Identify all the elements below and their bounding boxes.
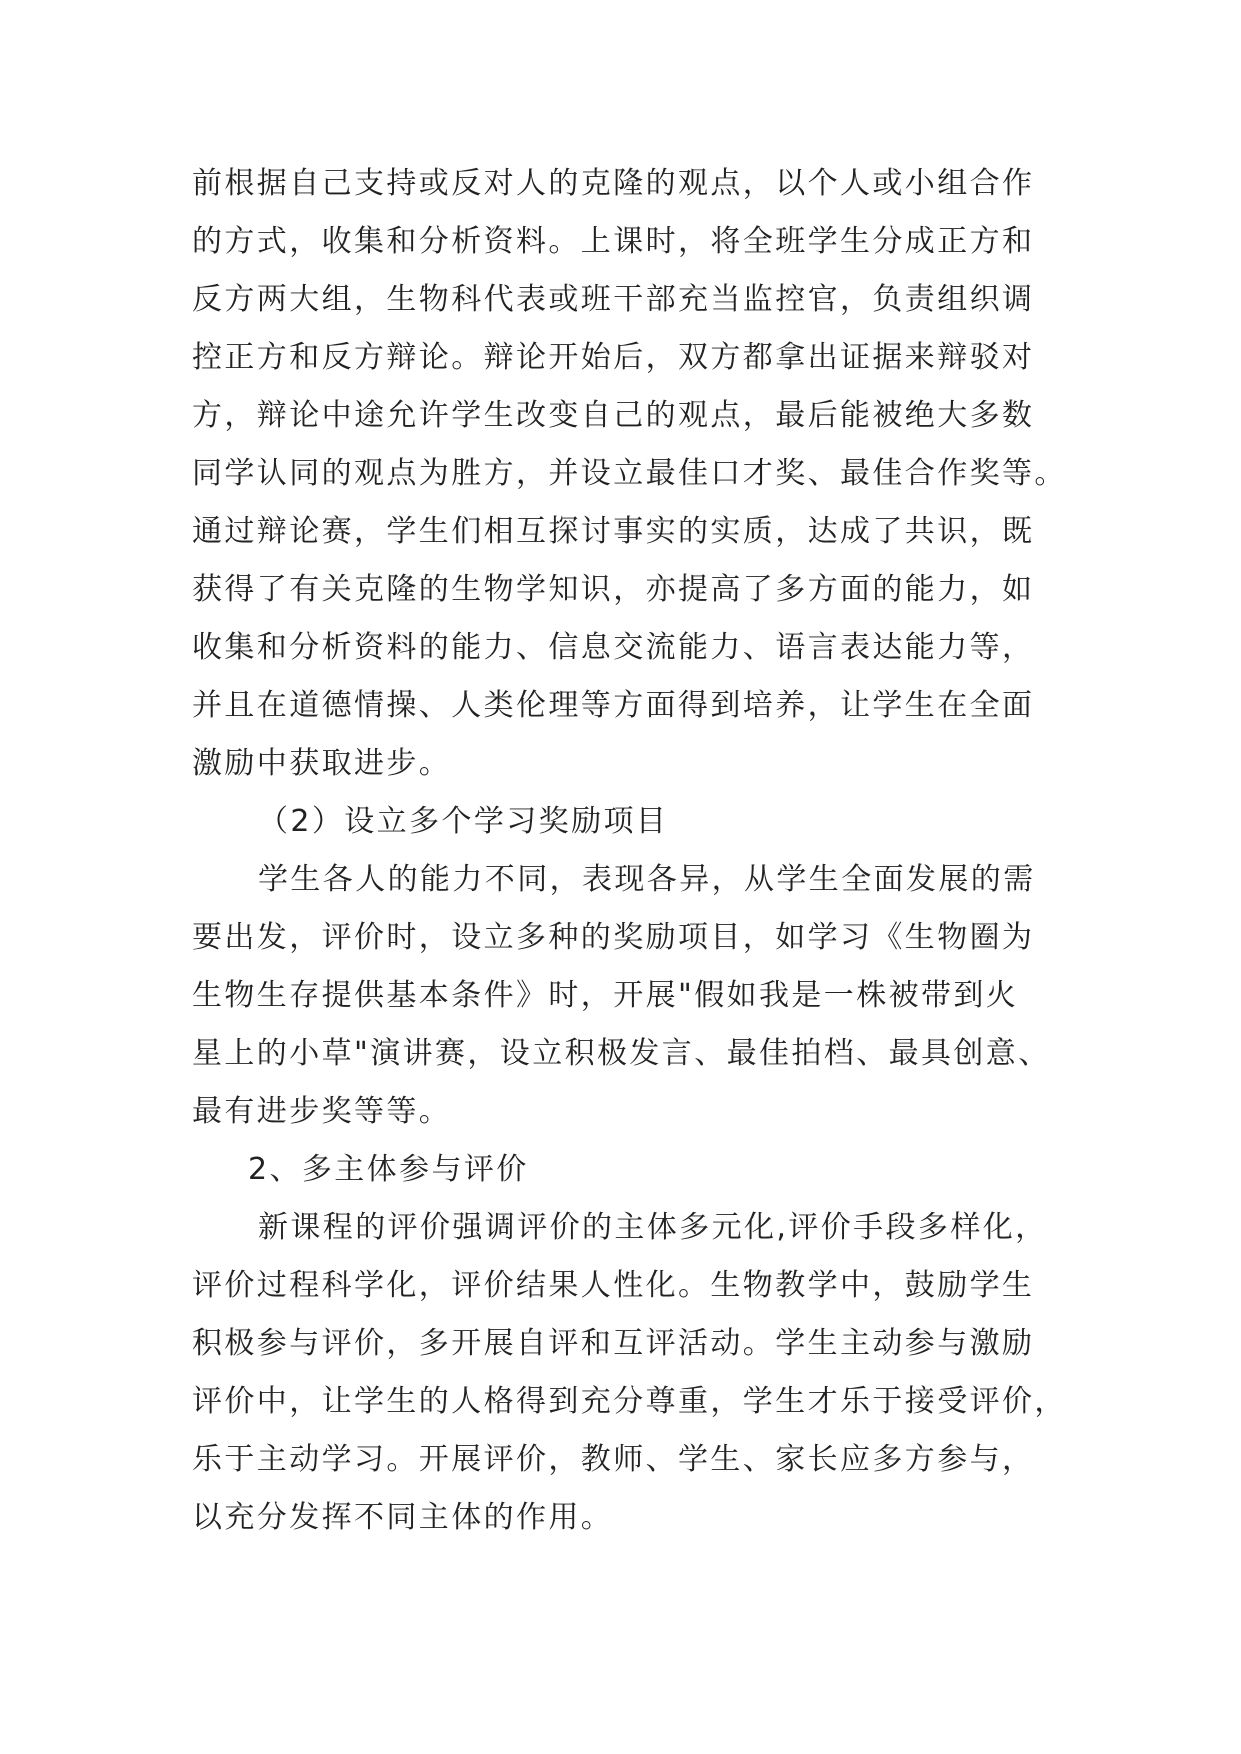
text-line: 的方式，收集和分析资料。上课时，将全班学生分成正方和 xyxy=(192,224,1035,259)
section-heading: 2、多主体参与评价 xyxy=(248,1152,529,1187)
text-line: 收集和分析资料的能力、信息交流能力、语言表达能力等， xyxy=(192,630,1035,665)
text-line: 方，辩论中途允许学生改变自己的观点，最后能被绝大多数 xyxy=(192,398,1035,433)
text-line: 反方两大组，生物科代表或班干部充当监控官，负责组织调 xyxy=(192,282,1035,317)
section-heading: （2）设立多个学习奖励项目 xyxy=(258,804,669,839)
text-line: 学生各人的能力不同，表现各异，从学生全面发展的需 xyxy=(258,862,1036,897)
text-line: 生物生存提供基本条件》时，开展"假如我是一株被带到火 xyxy=(192,978,1019,1013)
text-line: 激励中获取进步。 xyxy=(192,746,452,781)
text-line: 最有进步奖等等。 xyxy=(192,1094,452,1129)
text-line: 评价过程科学化，评价结果人性化。生物教学中，鼓励学生 xyxy=(192,1268,1035,1303)
text-line: 控正方和反方辩论。辩论开始后，双方都拿出证据来辩驳对 xyxy=(192,340,1035,375)
text-line: 评价中，让学生的人格得到充分尊重，学生才乐于接受评价， xyxy=(192,1384,1067,1419)
text-line: 以充分发挥不同主体的作用。 xyxy=(192,1500,614,1535)
text-line: 要出发，评价时，设立多种的奖励项目，如学习《生物圈为 xyxy=(192,920,1035,955)
text-line: 通过辩论赛，学生们相互探讨事实的实质，达成了共识，既 xyxy=(192,514,1035,549)
text-line: 并且在道德情操、人类伦理等方面得到培养，让学生在全面 xyxy=(192,688,1035,723)
text-line: 新课程的评价强调评价的主体多元化,评价手段多样化， xyxy=(258,1210,1048,1245)
text-line: 获得了有关克隆的生物学知识，亦提高了多方面的能力，如 xyxy=(192,572,1035,607)
text-line: 前根据自己支持或反对人的克隆的观点，以个人或小组合作 xyxy=(192,166,1035,201)
text-line: 同学认同的观点为胜方，并设立最佳口才奖、最佳合作奖等。 xyxy=(192,456,1067,491)
text-line: 星上的小草"演讲赛，设立积极发言、最佳拍档、最具创意、 xyxy=(192,1036,1051,1071)
text-line: 积极参与评价，多开展自评和互评活动。学生主动参与激励 xyxy=(192,1326,1035,1361)
text-line: 乐于主动学习。开展评价，教师、学生、家长应多方参与， xyxy=(192,1442,1035,1477)
